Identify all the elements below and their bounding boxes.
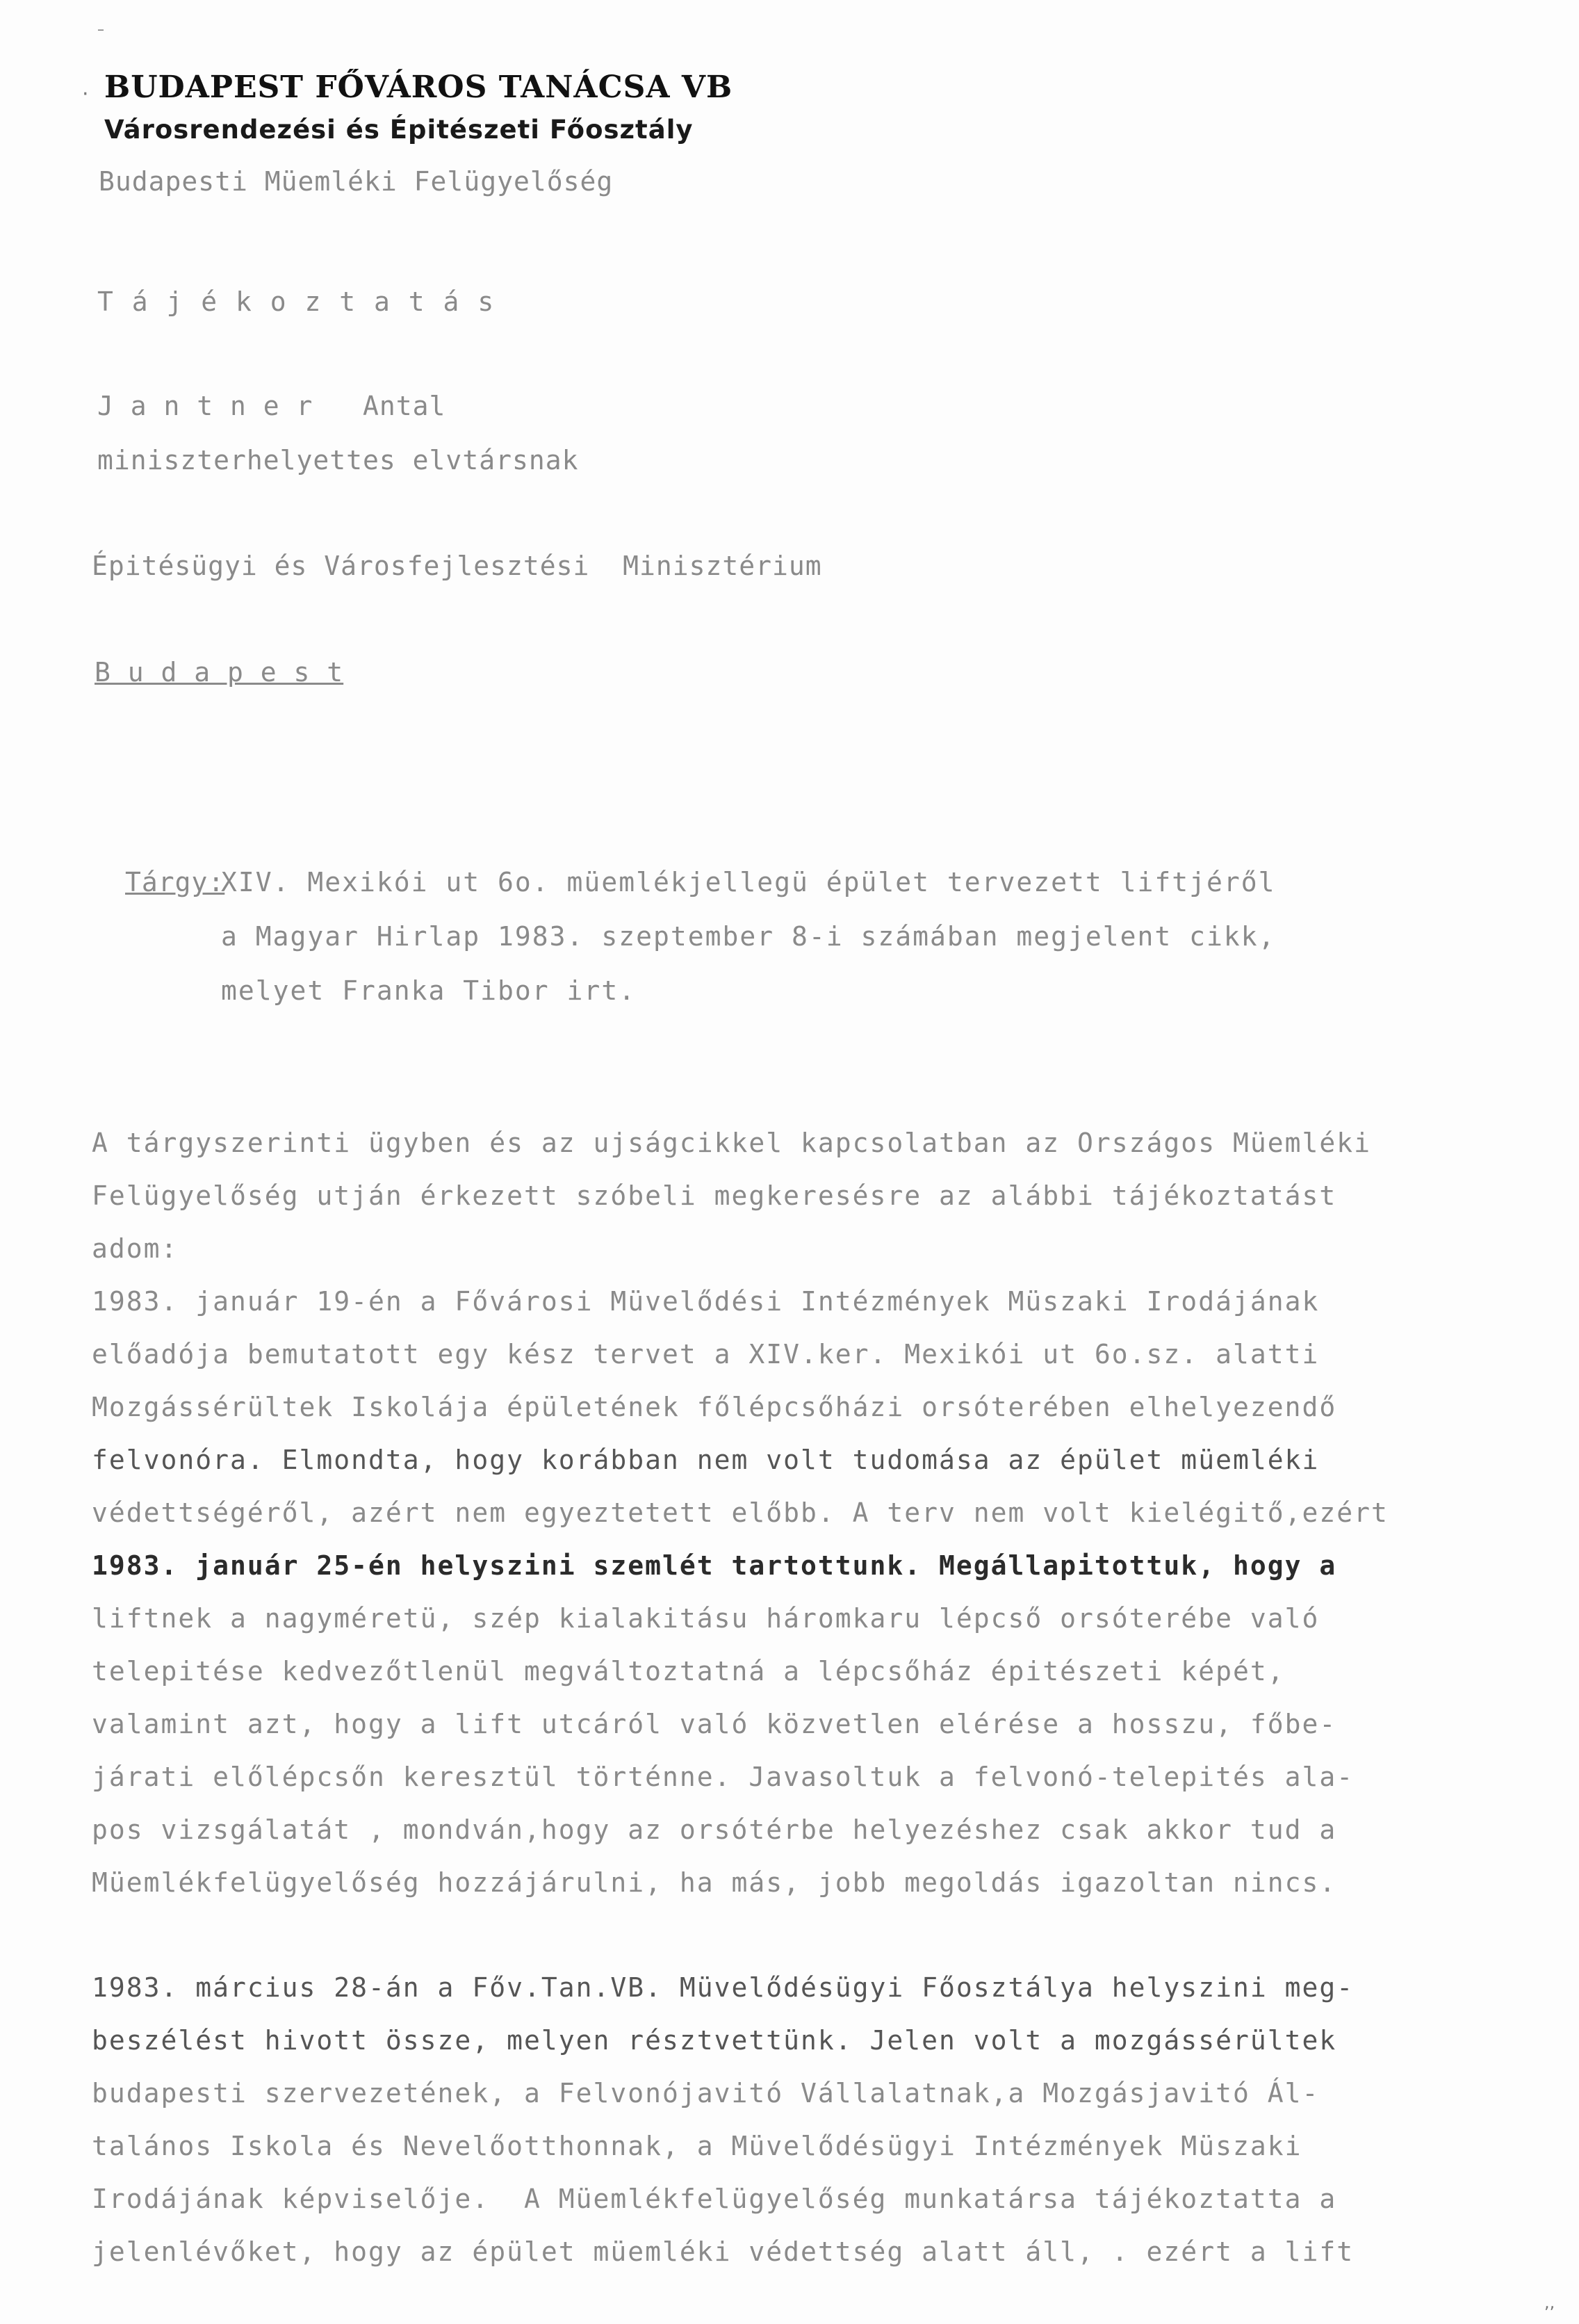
body-line: 1983. március 28-án a Főv.Tan.VB. Müvelődésügyi Főosztálya helyszini meg- — [92, 1972, 1355, 2003]
body-line: 1983. január 19-én a Fővárosi Müvelődési Intézmények Müszaki Irodájának — [92, 1286, 1320, 1317]
addressee-name: J a n t n e r Antal — [97, 391, 446, 421]
body-line: jelenlévőket, hogy az épület müemléki védettség alatt áll, . ezért a lift — [92, 2236, 1355, 2267]
letterhead-org: BUDAPEST FŐVÁROS TANÁCSA VB — [104, 70, 733, 105]
body-line: pos vizsgálatát , mondván,hogy az orsótérbe helyezéshez csak akkor tud a — [92, 1814, 1337, 1845]
body-line: védettségéről, azért nem egyeztetett előbb. A terv nem volt kielégitő,ezért — [92, 1497, 1389, 1528]
body-line: A tárgyszerinti ügyben és az ujságcikkel kapcsolatban az Országos Müemléki — [92, 1128, 1371, 1158]
scan-dot: · — [82, 82, 89, 106]
body-line: liftnek a nagyméretü, szép kialakitásu háromkaru lépcső orsóterébe való — [92, 1603, 1320, 1634]
body-line: beszélést hivott össze, melyen résztvettünk. Jelen volt a mozgássérültek — [92, 2025, 1337, 2056]
body-line: 1983. január 25-én helyszini szemlét tartottunk. Megállapitottuk, hogy a — [92, 1550, 1337, 1581]
body-line: telepitése kedvezőtlenül megváltoztatná a lépcsőház épitészeti képét, — [92, 1656, 1285, 1687]
body-line: Mozgássérültek Iskolája épületének főlépcsőházi orsóterében elhelyezendő — [92, 1392, 1337, 1422]
subject-line: a Magyar Hirlap 1983. szeptember 8-i számában megjelent cikk, — [221, 921, 1276, 952]
addressee-role: miniszterhelyettes elvtársnak — [97, 445, 579, 476]
body-line: Müemlékfelügyelőség hozzájárulni, ha más, jobb megoldás igazoltan nincs. — [92, 1867, 1337, 1898]
scan-mark: – — [97, 21, 104, 38]
body-line: járati előlépcsőn keresztül történne. Javasoltuk a felvonó-telepités ala- — [92, 1762, 1355, 1792]
body-line: adom: — [92, 1233, 179, 1264]
addressee-city: B u d a p e s t — [95, 657, 344, 688]
body-line: Felügyelőség utján érkezett szóbeli megkeresésre az alábbi tájékoztatást — [92, 1180, 1337, 1211]
body-line: talános Iskola és Nevelőotthonnak, a Müvelődésügyi Intézmények Müszaki — [92, 2131, 1302, 2161]
letterhead-dept: Városrendezési és Épitészeti Főosztály — [104, 115, 694, 145]
subject-line: melyet Franka Tibor irt. — [221, 975, 637, 1006]
body-line: felvonóra. Elmondta, hogy korábban nem volt tudomása az épület müemléki — [92, 1445, 1320, 1475]
scan-mark: ,, — [1544, 2293, 1555, 2312]
subject-line: XIV. Mexikói ut 6o. müemlékjellegü épület tervezett liftjéről — [221, 867, 1276, 897]
addressee-ministry: Épitésügyi és Városfejlesztési Minisztérium — [92, 551, 822, 581]
body-line: előadója bemutatott egy kész tervet a XIV.ker. Mexikói ut 6o.sz. alatti — [92, 1339, 1320, 1370]
doc-title: T á j é k o z t a t á s — [97, 286, 496, 317]
body-line: budapesti szervezetének, a Felvonójavitó Vállalatnak,a Mozgásjavitó Ál- — [92, 2078, 1320, 2108]
body-line: Irodájának képviselője. A Müemlékfelügyelőség munkatársa tájékoztatta a — [92, 2184, 1337, 2214]
subject-label: Tárgy: — [125, 867, 225, 897]
body-line: valamint azt, hogy a lift utcáról való közvetlen elérése a hosszu, főbe- — [92, 1709, 1337, 1739]
letterhead-office: Budapesti Müemléki Felügyelőség — [99, 166, 614, 197]
